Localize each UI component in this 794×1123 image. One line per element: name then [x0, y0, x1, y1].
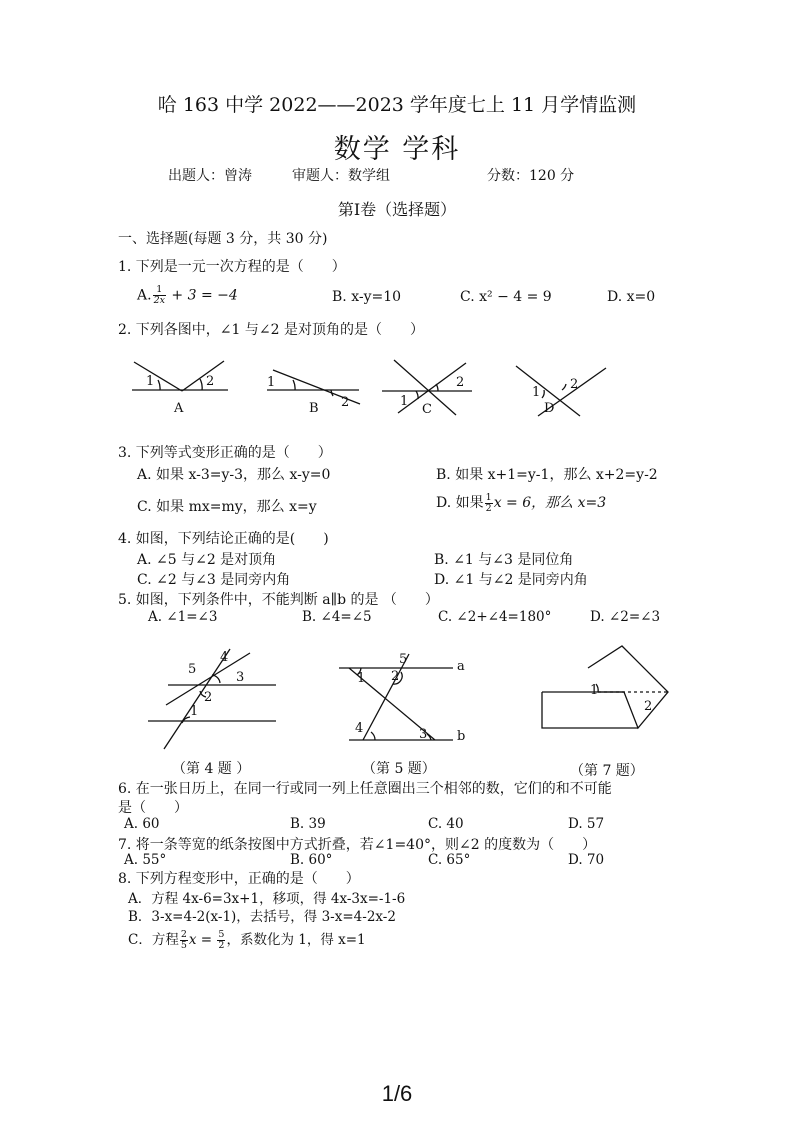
angle-3-label: 3	[419, 727, 428, 742]
q7-figure-caption: （第 7 题）	[570, 763, 644, 779]
q4-figure	[140, 645, 280, 755]
q5-stem: 5. 如图，下列条件中，不能判断 a∥b 的是 （ ）	[118, 592, 439, 608]
q1-stem: 1. 下列是一元一次方程的是（ ）	[118, 259, 346, 275]
q5-figure-caption: （第 5 题）	[362, 761, 436, 777]
q2-figure-d	[510, 360, 615, 420]
q6-option-b: B. 39	[290, 816, 326, 832]
q2-figure-c	[378, 355, 478, 420]
q6-option-d: D. 57	[568, 816, 605, 832]
q8-option-a: A．方程 4x-6=3x+1，移项，得 4x-3x=-1-6	[128, 891, 406, 907]
angle-1-label: 1	[532, 385, 541, 400]
q5-option-b: B. ∠4=∠5	[302, 609, 372, 625]
q6-stem-line1: 6. 在一张日历上，在同一行或同一列上任意圈出三个相邻的数，它们的和不可能	[118, 781, 612, 797]
q3-option-c: C. 如果 mx=my，那么 x=y	[137, 499, 317, 515]
q2-stem: 2. 下列各图中，∠1 与∠2 是对顶角的是（ ）	[118, 322, 424, 338]
angle-1-label: 1	[146, 374, 155, 389]
q4-figure-caption: （第 4 题 ）	[172, 761, 251, 777]
q4-option-b: B. ∠1 与∠3 是同位角	[434, 552, 574, 568]
q8-stem: 8. 下列方程变形中，正确的是（ ）	[118, 871, 360, 887]
q2-label-c: C	[422, 402, 432, 417]
angle-1-label: 1	[400, 394, 409, 409]
q5-option-a: A. ∠1=∠3	[148, 609, 218, 625]
q4-option-a: A. ∠5 与∠2 是对顶角	[137, 552, 277, 568]
q3-option-b: B. 如果 x+1=y-1，那么 x+2=y-2	[436, 467, 658, 483]
q3-stem: 3. 下列等式变形正确的是（ ）	[118, 445, 332, 461]
q6-stem-line2: 是（ ）	[118, 800, 188, 816]
q2-label-b: B	[309, 401, 319, 416]
angle-5-label: 5	[188, 662, 197, 677]
q6-option-a: A. 60	[124, 816, 160, 832]
angle-3-label: 3	[236, 670, 245, 685]
q8-option-c: C．方程 $\frac{2}{5}$ x = $\frac{5}{2}$ ，系数化为 1，得 x=1	[128, 929, 366, 951]
q7-figure	[538, 642, 678, 750]
angle-2-label: 2	[341, 395, 350, 410]
angle-2-label: 2	[206, 374, 215, 389]
angle-1-label: 1	[267, 375, 276, 390]
angle-4-label: 4	[220, 650, 229, 665]
angle-2-label: 2	[456, 375, 465, 390]
q2-label-d: D	[544, 401, 555, 416]
q5-option-d: D. ∠2=∠3	[590, 609, 661, 625]
line-a-label: a	[457, 659, 465, 674]
section-heading: 一、选择题(每题 3 分，共 30 分)	[118, 231, 328, 247]
exam-title: 哈 163 中学 2022——2023 学年度七上 11 月学情监测	[157, 94, 637, 116]
angle-2-label: 2	[204, 690, 213, 705]
q7-stem: 7. 将一条等宽的纸条按图中方式折叠，若∠1=40°，则∠2 的度数为（ ）	[118, 837, 597, 853]
line-b-label: b	[457, 729, 466, 744]
q7-option-d: D. 70	[568, 852, 605, 868]
part-title: 第Ⅰ卷（选择题）	[337, 200, 457, 219]
q1-option-c: C. x² − 4 = 9	[460, 289, 552, 305]
q7-option-a: A. 55°	[124, 852, 167, 868]
angle-5-label: 5	[399, 652, 408, 667]
q7-option-c: C. 65°	[428, 852, 471, 868]
score: 分数：120 分	[487, 168, 575, 184]
angle-4-label: 4	[355, 721, 364, 736]
q4-option-d: D. ∠1 与∠2 是同旁内角	[434, 572, 588, 588]
angle-2-label: 2	[644, 699, 653, 714]
q2-label-a: A	[174, 401, 184, 416]
angle-1-label: 1	[357, 671, 366, 686]
angle-2-label: 2	[570, 377, 579, 392]
reviewer: 审题人：数学组	[292, 168, 390, 184]
q1-option-a: A. $\frac{1}{2x}$ + 3 = −4	[137, 284, 238, 306]
angle-1-label: 1	[190, 704, 199, 719]
q4-option-c: C. ∠2 与∠3 是同旁内角	[137, 572, 291, 588]
page-number: 1/6	[381, 1081, 413, 1106]
q4-stem: 4. 如图，下列结论正确的是( )	[118, 531, 329, 547]
angle-1-label: 1	[590, 683, 599, 698]
q3-option-a: A. 如果 x-3=y-3，那么 x-y=0	[137, 467, 331, 483]
q2-figure-b	[255, 360, 370, 420]
q1-option-d: D. x=0	[607, 289, 656, 305]
q5-figure	[335, 650, 475, 750]
q2-figure-a	[120, 355, 240, 420]
author: 出题人：曾涛	[168, 168, 252, 184]
q5-option-c: C. ∠2+∠4=180°	[438, 609, 552, 625]
q8-option-b: B．3-x=4-2(x-1)，去括号，得 3-x=4-2x-2	[128, 909, 396, 925]
q7-option-b: B. 60°	[290, 852, 333, 868]
q6-option-c: C. 40	[428, 816, 464, 832]
q1-option-b: B. x-y=10	[332, 289, 402, 305]
subject-title: 数学 学科	[333, 134, 461, 165]
angle-2-label: 2	[391, 669, 400, 684]
q3-option-d: D. 如果 $\frac{1}{2}$ x = 6，那么 x=3	[436, 491, 607, 514]
